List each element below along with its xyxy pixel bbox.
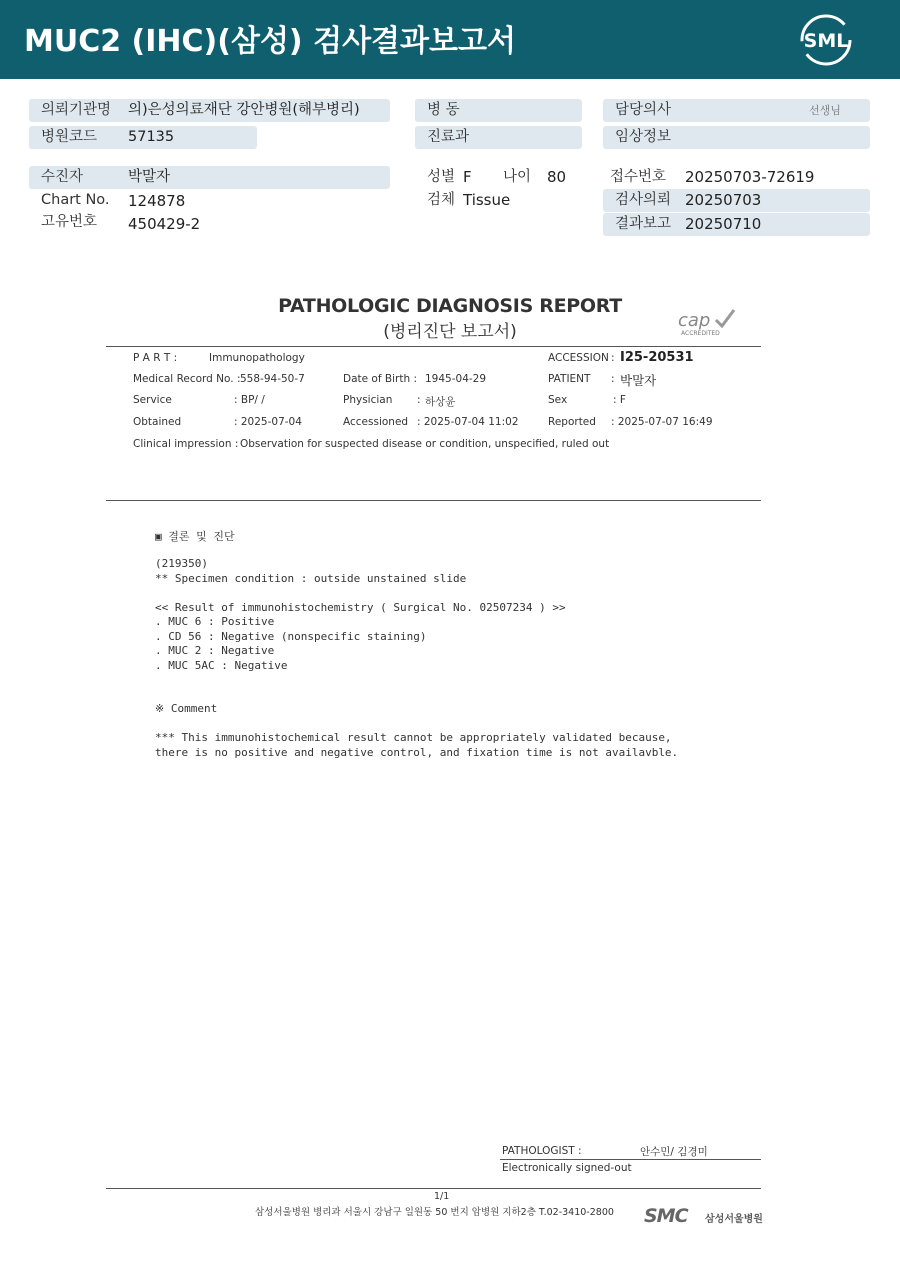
dob-value: 1945-04-29 <box>425 373 487 385</box>
doctor-label: 담당의사 <box>603 99 870 122</box>
ihc-result-line: . CD 56 : Negative (nonspecific staining) <box>155 630 427 643</box>
header-bar <box>0 0 900 79</box>
accessioned-value: : 2025-07-04 11:02 <box>417 416 519 428</box>
institution-value: 의)은성의료재단 강안병원(해부병리) <box>128 102 360 118</box>
report-divider-middle <box>106 500 761 501</box>
comment-title: ※ Comment <box>155 702 218 715</box>
dob-label: Date of Birth : <box>343 373 417 385</box>
obtained-value: : 2025-07-04 <box>234 416 302 428</box>
unique-id-label: 고유번호 <box>41 214 98 230</box>
part-label: P A R T : <box>133 352 178 364</box>
report-subtitle: (병리진단 보고서) <box>383 322 517 342</box>
accessioned-label: Accessioned <box>343 416 409 428</box>
patient-name-label: PATIENT <box>548 373 591 385</box>
physician-label: Physician <box>343 394 393 406</box>
clinical-info-label: 임상정보 <box>603 126 870 149</box>
specimen-value: Tissue <box>463 191 511 209</box>
page-title: MUC2 (IHC)(삼성) 검사결과보고서 <box>24 24 516 59</box>
sml-logo-icon <box>793 12 859 68</box>
pathologist-label: PATHOLOGIST : <box>502 1145 582 1157</box>
smc-logo-icon: SMC <box>644 1205 688 1227</box>
report-title: PATHOLOGIC DIAGNOSIS REPORT <box>278 295 622 317</box>
pathologist-value: 안수민/ 김경미 <box>640 1146 708 1158</box>
ihc-result-line: . MUC 6 : Positive <box>155 615 275 628</box>
physician-value: 하상윤 <box>425 396 456 408</box>
cap-logo-text: cap <box>678 310 711 331</box>
patient-label: 수진자 <box>29 166 390 189</box>
ward-label: 병 동 <box>415 99 582 122</box>
clinical-impression-label: Clinical impression : <box>133 438 239 450</box>
department-label: 진료과 <box>415 126 582 149</box>
chart-value: 124878 <box>128 192 186 210</box>
obtained-label: Obtained <box>133 416 182 428</box>
cap-accredited-text: ACCREDITED <box>681 330 720 337</box>
ihc-result-line: . MUC 2 : Negative <box>155 644 275 657</box>
signed-out: Electronically signed-out <box>502 1162 632 1174</box>
logo-text: SML <box>803 30 849 52</box>
accession-label: ACCESSION <box>548 352 609 364</box>
patient-value: 박말자 <box>128 169 171 185</box>
pathologist-divider <box>500 1159 761 1160</box>
mrn-value: 558-94-50-7 <box>240 373 305 385</box>
chart-label: Chart No. <box>41 192 110 208</box>
sex-value: F <box>463 168 472 186</box>
part-value: Immunopathology <box>209 352 305 364</box>
service-value: : BP/ / <box>234 394 265 406</box>
age-value: 80 <box>547 168 567 186</box>
ihc-result-line: . MUC 5AC : Negative <box>155 659 288 672</box>
page-number: 1/1 <box>434 1191 450 1202</box>
receipt-value: 20250703-72619 <box>685 168 815 186</box>
diagnosis-section-title: ▣ 결론 및 진단 <box>155 530 235 543</box>
smc-logo-text: 삼성서울병원 <box>705 1214 763 1225</box>
patient-name-value: 박말자 <box>620 373 657 388</box>
footer-divider <box>106 1188 761 1189</box>
unique-id-value: 450429-2 <box>128 215 201 233</box>
hospital-code-value: 57135 <box>128 129 175 145</box>
sex-label-report: Sex <box>548 394 568 406</box>
accession-value: I25-20531 <box>620 350 694 365</box>
sex-label: 성별 <box>427 169 456 185</box>
receipt-label: 접수번호 <box>610 169 667 185</box>
comment-line: there is no positive and negative control, and fixation time is not availavble. <box>155 746 679 759</box>
specimen-label: 검체 <box>427 192 456 208</box>
cap-accredited-logo <box>676 306 738 338</box>
result-date-value: 20250710 <box>685 215 762 233</box>
hospital-code-label: 병원코드 <box>29 126 257 149</box>
result-date-label: 결과보고 <box>603 213 870 236</box>
reported-value: : 2025-07-07 16:49 <box>611 416 713 428</box>
diagnosis-code: (219350) <box>155 557 208 570</box>
institution-label: 의뢰기관명 <box>29 99 390 122</box>
request-value: 20250703 <box>685 191 762 209</box>
reported-label: Reported <box>548 416 596 428</box>
specimen-condition: ** Specimen condition : outside unstained slide <box>155 572 467 585</box>
ihc-result-header: << Result of immunohistochemistry ( Surgical No. 02507234 ) >> <box>155 601 566 614</box>
comment-line: *** This immunohistochemical result cannot be appropriately validated because, <box>155 731 672 744</box>
sex-value-report: : F <box>613 394 626 406</box>
service-label: Service <box>133 394 172 406</box>
footer-address: 삼성서울병원 병리과 서울시 강남구 일원동 50 번지 암병원 지하2층 T.02-3410-2800 <box>255 1207 614 1218</box>
mrn-label: Medical Record No. : <box>133 373 241 385</box>
age-label: 나이 <box>503 169 532 185</box>
doctor-suffix: 선생님 <box>809 104 841 117</box>
clinical-impression-value: Observation for suspected disease or condition, unspecified, ruled out <box>240 438 610 450</box>
request-label: 검사의뢰 <box>603 189 870 212</box>
report-divider-top <box>106 346 761 347</box>
